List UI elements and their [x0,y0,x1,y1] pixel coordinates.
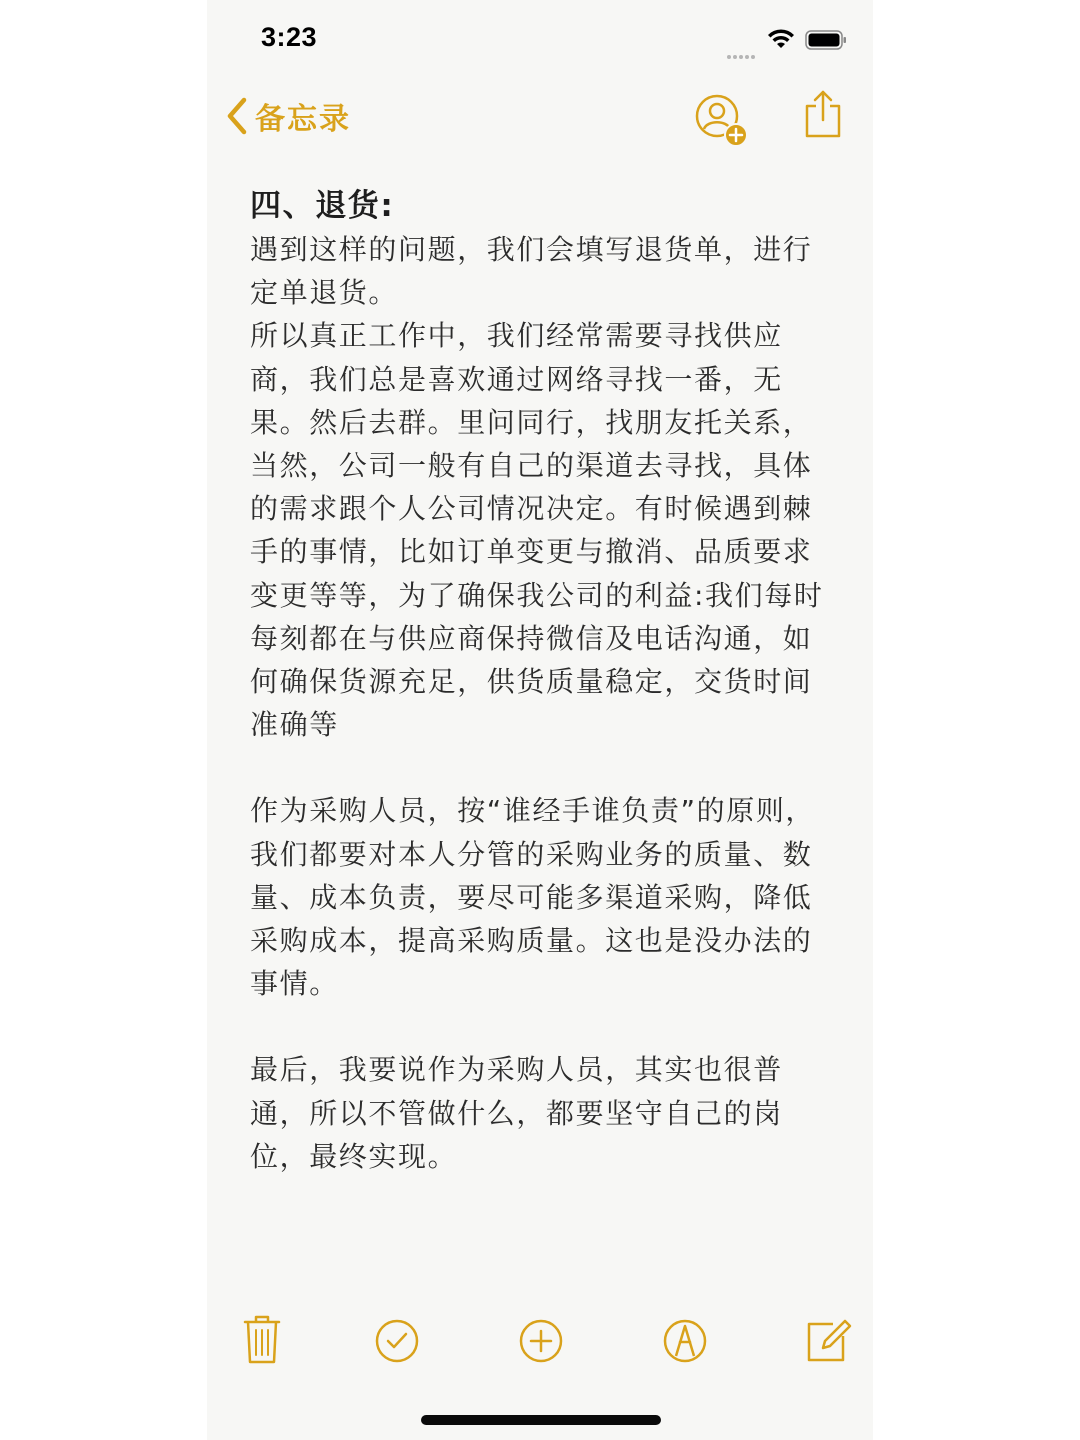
checklist-icon[interactable] [372,1310,422,1370]
compose-icon[interactable] [803,1310,853,1370]
note-paragraph: 所以真正工作中，我们经常需要寻找供应商，我们总是喜欢通过网络寻找一番，无果。然后去群。里问同行，找朋友托关系，当然，公司一般有自己的渠道去寻找，具体的需求跟个人公司情况决定。有时候遇到棘手的事情，比如订单变更与撤消、品质要求变更等等，为了确保我公司的利益:我们每时每刻都在与供应商保持微信及电话沟通，如何确保货源充足，供货质量稳定，交货时间准确等 [250,319,824,742]
note-title: 四、退货: [250,188,395,224]
note-paragraph: 遇到这样的问题，我们会填写退货单，进行定单退货。 [250,233,813,310]
wifi-icon [766,28,796,50]
trash-icon[interactable] [237,1310,287,1370]
note-paragraph: 作为采购人员，按“谁经手谁负责”的原则，我们都要对本人分管的采购业务的质量、数量、成本负责，要尽可能多渠道采购，降低采购成本，提高采购质量。这也是没办法的事情。 [250,794,816,1001]
chevron-left-icon [225,96,249,136]
notes-screen [207,0,873,1440]
add-people-icon[interactable] [693,92,753,152]
bottom-toolbar [207,1310,873,1374]
home-indicator[interactable] [421,1415,661,1425]
note-paragraph: 最后，我要说作为采购人员，其实也很普通，所以不管做什么，都要坚守自己的岗位，最终实现。 [250,1053,783,1173]
back-button[interactable] [225,94,351,138]
paragraph-gap [250,746,830,789]
paragraph-gap [250,1005,830,1048]
cellular-signal-icon [727,44,761,50]
battery-icon [805,30,847,50]
back-button-label: 备忘录 [255,102,351,137]
share-icon[interactable] [803,88,843,140]
navigation-bar [207,80,873,160]
add-icon[interactable] [516,1310,566,1370]
note-content[interactable] [250,184,830,1178]
status-bar [207,0,873,80]
markup-icon[interactable] [660,1310,710,1370]
status-time: 3:23 [261,22,318,52]
